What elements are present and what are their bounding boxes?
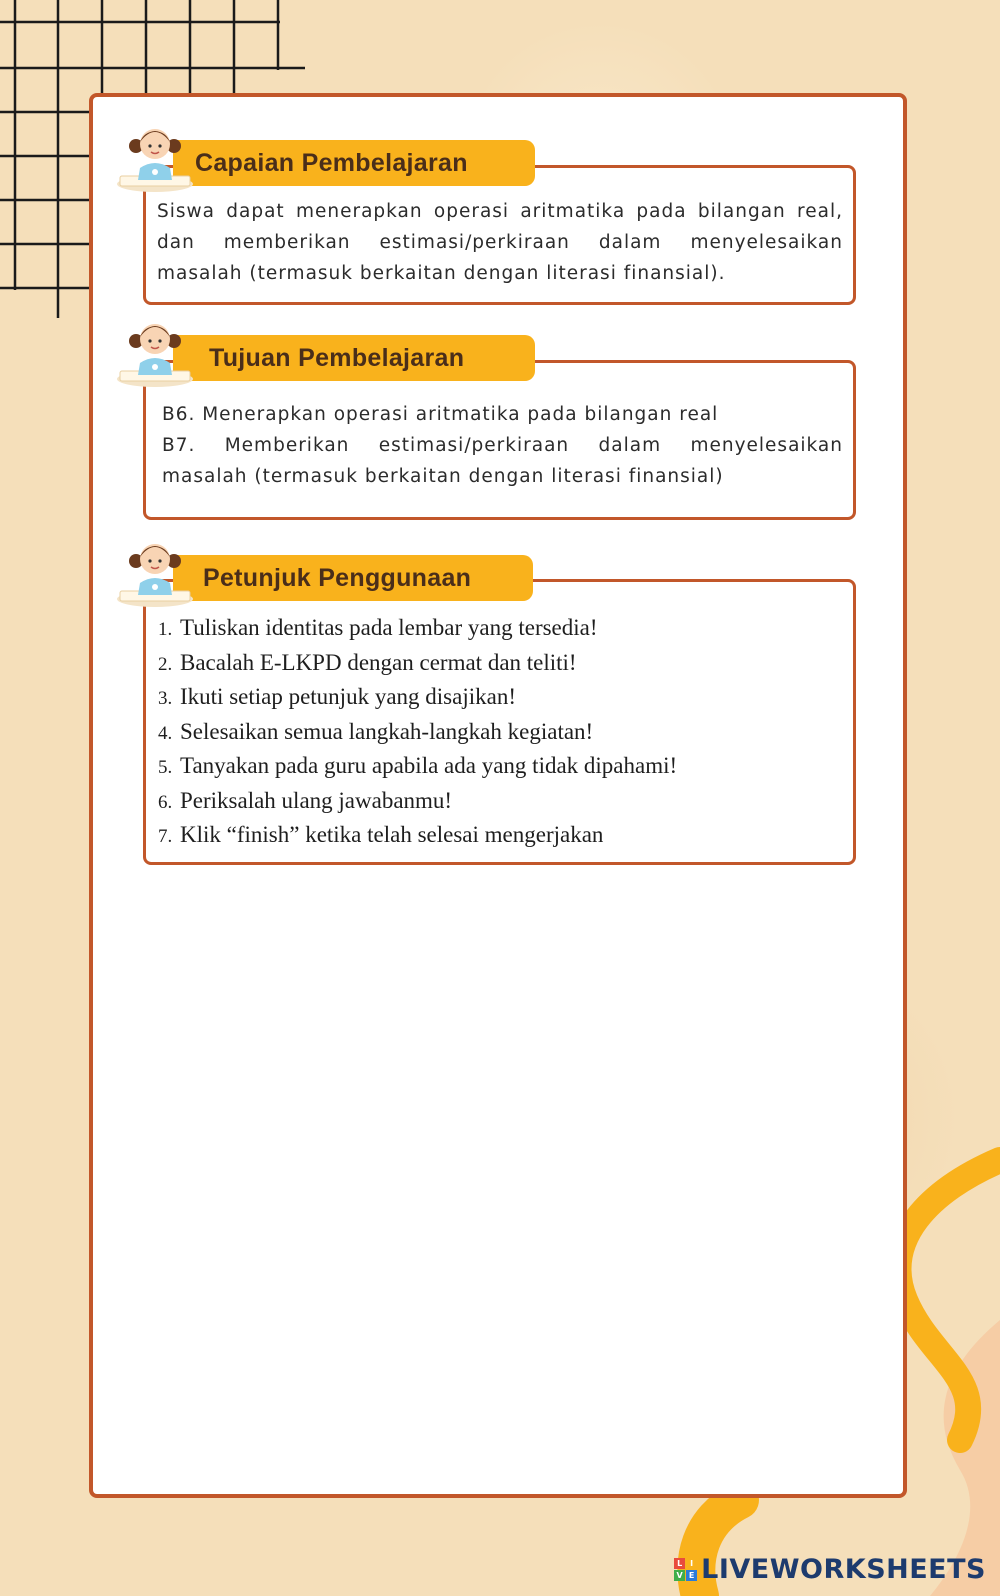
liveworksheets-logo-text: LIVEWORKSHEETS xyxy=(701,1553,986,1585)
girl-writing-icon xyxy=(116,118,194,194)
list-item: 3. Ikuti setiap petunjuk yang disajikan! xyxy=(158,684,516,709)
list-item: 5. Tanyakan pada guru apabila ada yang tidak dipahami! xyxy=(158,753,678,778)
petunjuk-list xyxy=(158,612,677,854)
tujuan-title: Tujuan Pembelajaran xyxy=(173,335,535,381)
tujuan-line-b6: B6. Menerapkan operasi aritmatika pada bilangan real xyxy=(162,404,719,425)
capaian-text: Siswa dapat menerapkan operasi aritmatika pada bilangan real, dan memberikan estimasi/perkiraan dalam menyelesaikan masalah (termasuk berkaitan dengan literasi finansial). xyxy=(157,201,843,284)
list-item: 4. Selesaikan semua langkah-langkah kegiatan! xyxy=(158,718,594,744)
list-item: 7. Klik “finish” ketika telah selesai mengerjakan xyxy=(158,822,604,847)
list-item: 1. Tuliskan identitas pada lembar yang tersedia! xyxy=(158,615,598,640)
petunjuk-title: Petunjuk Penggunaan xyxy=(173,555,533,601)
liveworksheets-logo-icon: L I V E xyxy=(674,1558,697,1581)
list-item: 6. Periksalah ulang jawabanmu! xyxy=(158,787,453,813)
capaian-title: Capaian Pembelajaran xyxy=(173,140,535,186)
liveworksheets-logo[interactable] xyxy=(674,1554,986,1584)
girl-writing-icon xyxy=(116,533,194,609)
list-item: 2. Bacalah E-LKPD dengan cermat dan teliti! xyxy=(158,649,577,675)
tujuan-line-b7: B7. Memberikan estimasi/perkiraan dalam menyelesaikan masalah (termasuk berkaitan dengan literasi finansial) xyxy=(162,435,843,487)
girl-writing-icon xyxy=(116,313,194,389)
